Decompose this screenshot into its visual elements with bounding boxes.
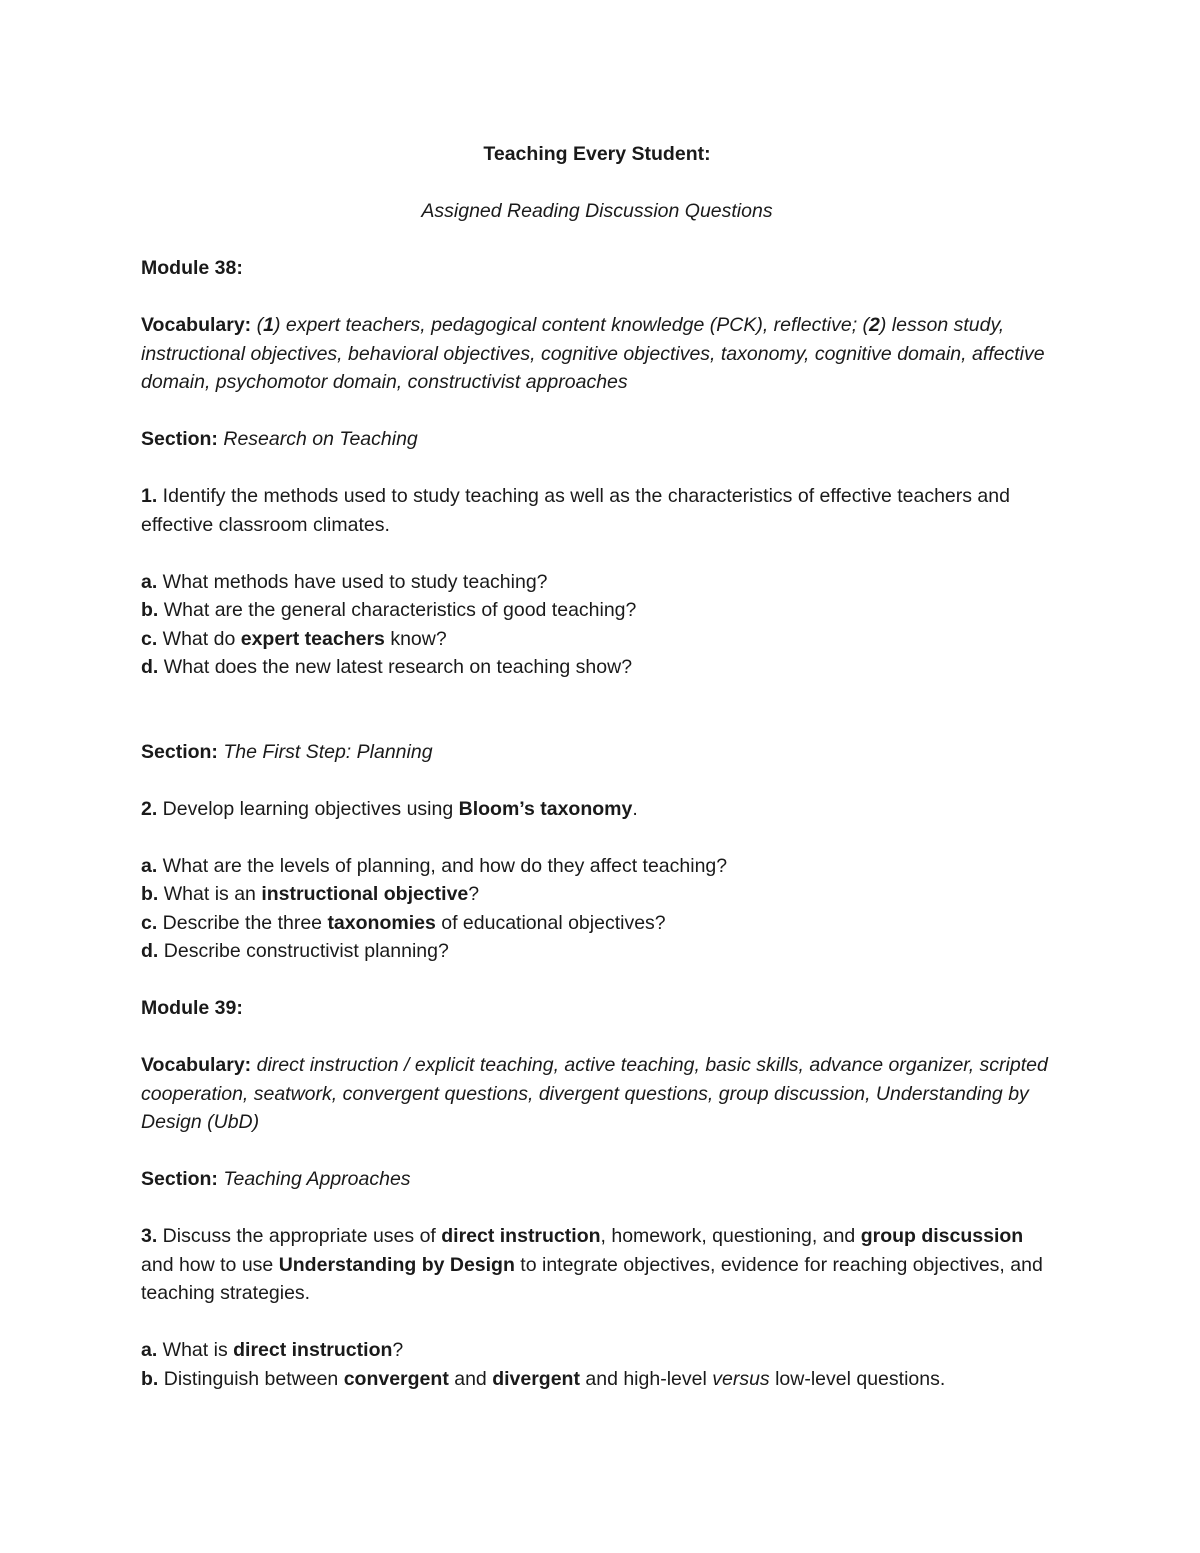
question-2: 2. Develop learning objectives using Bloom’s taxonomy. [141, 797, 638, 820]
question-1d: d. What does the new latest research on teaching show? [141, 656, 633, 678]
question-2a: a. What are the levels of planning, and how do they affect teaching? [141, 854, 728, 877]
module-39-heading: Module 39: [141, 997, 243, 1019]
question-2c: c. Describe the three taxonomies of educational objectives? [141, 911, 666, 934]
module-38-heading: Module 38: [141, 257, 243, 279]
section-research-on-teaching: Section: Research on Teaching [141, 428, 418, 450]
question-3a: a. What is direct instruction? [141, 1339, 404, 1361]
question-3: 3. Discuss the appropriate uses of direct instruction, homework, questioning, and group discussion and how to use Understanding by Design to integrate objectives, evidence for reaching objectives, and teaching strategies. [141, 1225, 1043, 1304]
module-38-vocabulary: Vocabulary: (1) expert teachers, pedagogical content knowledge (PCK), reflective; (2) lesson study, instructional objectives, behavioral objectives, cognitive objectives, taxonomy, cognitive domain, affective domain, psychomotor domain, constructivist approaches [141, 314, 1045, 393]
section-teaching-approaches: Section: Teaching Approaches [141, 1168, 411, 1190]
section-the-first-step-planning: Section: The First Step: Planning [141, 740, 433, 763]
document-body [141, 140, 1053, 1393]
module-39-vocabulary: Vocabulary: direct instruction / explicit teaching, active teaching, basic skills, advance organizer, scripted cooperation, seatwork, convergent questions, divergent questions, group discussion, Understanding by Design (UbD) [141, 1054, 1048, 1133]
document-title: Teaching Every Student: [483, 143, 711, 165]
question-2b: b. What is an instructional objective? [141, 883, 480, 905]
question-2d: d. Describe constructivist planning? [141, 940, 449, 962]
question-1c: c. What do expert teachers know? [141, 627, 447, 650]
question-1b: b. What are the general characteristics of good teaching? [141, 599, 637, 621]
document-subtitle: Assigned Reading Discussion Questions [421, 200, 773, 222]
question-1a: a. What methods have used to study teaching? [141, 570, 548, 593]
question-3b: b. Distinguish between convergent and divergent and high-level versus low-level questions. [141, 1367, 946, 1390]
question-1: 1. Identify the methods used to study teaching as well as the characteristics of effective teachers and effective classroom climates. [141, 485, 1010, 536]
